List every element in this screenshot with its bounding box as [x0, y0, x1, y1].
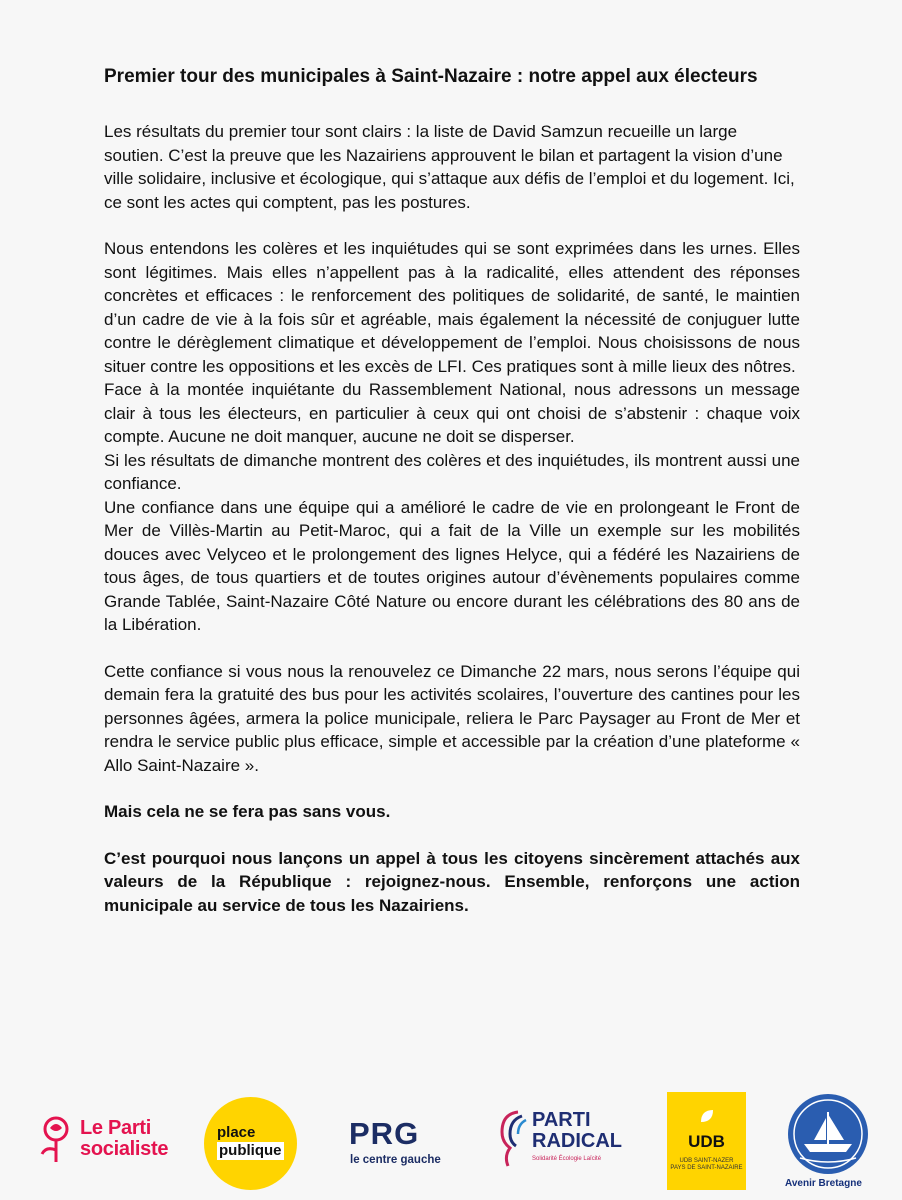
- document-body: [104, 64, 800, 917]
- prg-logo: [347, 1118, 457, 1178]
- paragraph: Si les résultats de dimanche montrent des colères et des inquiétudes, ils montrent aussi une confiance.: [104, 450, 800, 493]
- pp-line1: place: [217, 1124, 256, 1141]
- avenir-bretagne-logo: [776, 1092, 880, 1192]
- paragraph: Cette confiance si vous nous la renouvelez ce Dimanche 22 mars, nous serons l’équipe qui demain fera la gratuité des bus pour les activités scolaires, l’ouverture des cantines pour les personnes âgées, armera la police municipale, reliera le Parc Paysager au Front de Mer et rendra le service public plus efficace, simple et accessible par la création d’une plateforme « Allo Saint-Nazaire ».: [104, 661, 800, 775]
- parti-radical-logo: [494, 1104, 622, 1184]
- paragraph: Une confiance dans une équipe qui a amélioré le cadre de vie en prolongeant le Front de Mer de Villès-Martin au Petit-Maroc, qui a fait de la Ville un exemple sur les mobilités douces avec Velyceo et le prolongement des lignes Helyce, qui a fédéré les Nazairiens de tous âges, de tous quartiers et de toutes origines autour d’évènements populaires comme Grande Tablée, Saint-Nazaire Côté Nature ou encore durant les célébrations des 80 ans de la Libération.: [104, 497, 800, 634]
- pr-line2: RADICAL: [532, 1130, 622, 1152]
- udb-sub2: PAYS DE SAINT-NAZAIRE: [670, 1165, 743, 1171]
- pr-line1: PARTI: [532, 1109, 591, 1131]
- prg-sub: le centre gauche: [350, 1154, 441, 1166]
- place-publique-logo: [187, 1088, 327, 1200]
- rose-icon: [36, 1114, 76, 1164]
- paragraph: Les résultats du premier tour sont clairs : la liste de David Samzun recueille un large soutien. C’est la preuve que les Nazairiens approuvent le bilan et partagent la vision d’une ville solidaire, inclusive et écologique, qui s’attaque aux défis de l’emploi et du logement. Ici, ce sont les actes qui comptent, pas les postures.: [104, 122, 795, 212]
- ab-label: Avenir Bretagne: [785, 1178, 862, 1189]
- ship-emblem-icon: [778, 1092, 878, 1176]
- pp-line2: publique: [219, 1142, 282, 1159]
- party-logos: [0, 1088, 902, 1200]
- prg-main: PRG: [349, 1116, 420, 1151]
- paragraph: Face à la montée inquiétante du Rassemblement National, nous adressons un message clair à tous les électeurs, en particulier à ceux qui ont choisi de s’abstenir : chaque voix compte. Aucune ne doit manquer, aucune ne doit se disperser.: [104, 380, 800, 446]
- udb-main: UDB: [688, 1132, 725, 1151]
- udb-sub1: UDB SAINT-NAZER: [679, 1158, 734, 1164]
- udb-logo: [667, 1092, 746, 1190]
- pr-sub: Solidarité Écologie Laïcité: [532, 1156, 602, 1162]
- leaf-icon: [697, 1106, 717, 1126]
- ps-line2: socialiste: [80, 1138, 169, 1160]
- page-title: Premier tour des municipales à Saint-Nazaire : notre appel aux électeurs: [104, 66, 758, 87]
- ps-line1: Le Parti: [80, 1117, 151, 1139]
- marianne-profile-icon: [494, 1108, 530, 1168]
- paragraph: Nous entendons les colères et les inquiétudes qui se sont exprimées dans les urnes. Elles sont légitimes. Mais elles n’appellent pas à la radicalité, elles attendent des réponses concrètes et efficaces : le renforcement des politiques de solidarité, de santé, le maintien d’un cadre de vie à la fois sûr et agréable, mais également la nécessité de conjuguer lutte contre le dérèglement climatique et développement de l’emploi. Nous choisissons de nous situer contre les oppositions et les excès de LFI. Ces pratiques sont à mille lieux des nôtres.: [104, 239, 800, 376]
- bold-appeal: C’est pourquoi nous lançons un appel à tous les citoyens sincèrement attachés aux valeurs de la République : rejoignez-nous. Ensemble, renforçons une action municipale au service de tous les Nazairiens.: [104, 848, 800, 915]
- parti-socialiste-logo: [36, 1114, 176, 1170]
- bold-statement: Mais cela ne se fera pas sans vous.: [104, 802, 391, 821]
